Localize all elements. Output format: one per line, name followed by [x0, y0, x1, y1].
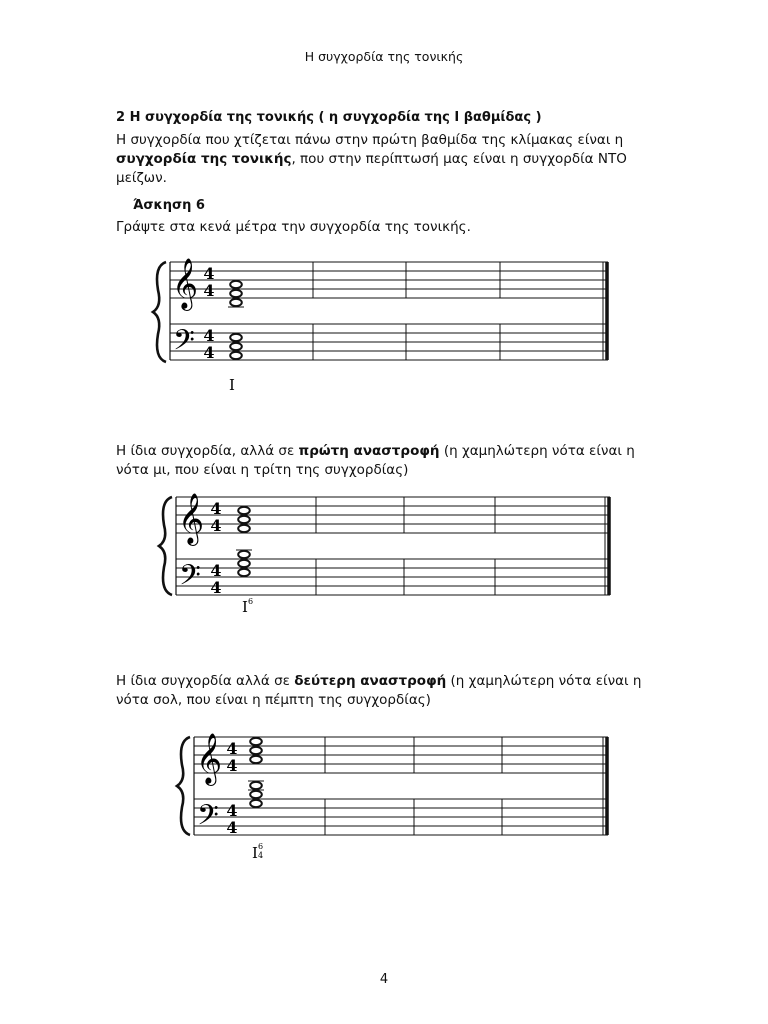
time-sig-treble-top: 4	[203, 264, 215, 283]
inversion1-bold: πρώτη αναστροφή	[298, 443, 440, 459]
figured-bass-top: 6	[258, 842, 264, 851]
time-sig-treble-top: 4	[226, 739, 238, 758]
time-sig-bass-top: 4	[226, 801, 238, 820]
intro-line-2-rest: , που στην περίπτωσή μας είναι η συγχορδία ΝΤΟ	[291, 151, 627, 167]
brace	[153, 262, 166, 362]
exercise-title: Άσκηση 6	[133, 198, 205, 213]
treble-chord	[238, 507, 250, 532]
inversion2-text-before: Η ίδια συγχορδία αλλά σε	[116, 673, 295, 689]
time-sig-bass-bottom: 4	[210, 578, 222, 597]
bass-chord	[236, 550, 252, 576]
inversion2-bold: δεύτερη αναστροφή	[294, 673, 447, 689]
score-system-3	[0, 720, 768, 870]
intro-line-1: Η συγχορδία που χτίζεται πάνω στην πρώτη βαθμίδα της κλίμακας είναι η	[116, 132, 624, 148]
figured-bass-top: 6	[248, 597, 254, 606]
time-sig-bass-bottom: 4	[203, 343, 215, 362]
figured-bass-bottom: 4	[258, 851, 264, 860]
intro-line-3: μείζων.	[116, 170, 167, 186]
page-number: 4	[379, 972, 389, 987]
treble-clef-icon: 𝄞	[196, 733, 223, 784]
inversion1-line-2: νότα μι, που είναι η τρίτη της συγχορδίας)	[116, 462, 409, 478]
time-sig-bass-top: 4	[203, 326, 215, 345]
inversion1-line-1	[116, 442, 656, 461]
treble-chord	[250, 738, 262, 763]
brace	[177, 737, 190, 835]
time-sig-treble-top: 4	[210, 499, 222, 518]
roman-numeral: I	[252, 844, 258, 862]
inversion2-line-1	[116, 672, 656, 691]
barlines	[176, 497, 609, 595]
exercise-instruction: Γράψτε στα κενά μέτρα την συγχορδία της τονικής.	[116, 219, 471, 235]
treble-chord	[228, 281, 244, 307]
score-system-1	[0, 250, 768, 400]
time-sig-treble-bottom: 4	[226, 756, 238, 775]
roman-numeral: I	[242, 598, 248, 616]
inversion2-text-after: (η χαμηλώτερη νότα είναι η	[446, 673, 642, 689]
treble-clef-icon: 𝄞	[178, 493, 205, 544]
score-system-2	[0, 480, 768, 620]
inversion1-text-after: (η χαμηλώτερη νότα είναι η	[439, 443, 635, 459]
time-sig-treble-bottom: 4	[203, 281, 215, 300]
treble-clef-icon: 𝄞	[172, 258, 199, 309]
bass-chord	[248, 781, 264, 807]
brace	[159, 497, 172, 595]
roman-numeral: I	[229, 376, 235, 394]
section-heading: 2 Η συγχορδία της τονικής ( η συγχορδία της Ι βαθμίδας )	[116, 110, 542, 125]
time-sig-bass-bottom: 4	[226, 818, 238, 837]
intro-line-2	[116, 150, 656, 169]
time-sig-treble-bottom: 4	[210, 516, 222, 535]
inversion1-paragraph	[116, 442, 656, 480]
bass-clef-icon: 𝄢	[197, 799, 219, 839]
time-sig-bass-top: 4	[210, 561, 222, 580]
inversion2-paragraph	[116, 672, 656, 710]
bass-staff	[194, 799, 608, 835]
bass-clef-icon: 𝄢	[179, 559, 201, 599]
bass-clef-icon: 𝄢	[173, 324, 195, 364]
running-header: Η συγχορδία της τονικής	[304, 49, 464, 64]
bass-chord	[230, 334, 242, 359]
treble-staff	[176, 497, 610, 533]
inversion2-line-2: νότα σολ, που είναι η πέμπτη της συγχορδίας)	[116, 692, 431, 708]
intro-bold: συγχορδία της τονικής	[116, 151, 292, 167]
bass-staff	[176, 559, 610, 595]
inversion1-text-before: Η ίδια συγχορδία, αλλά σε	[116, 443, 299, 459]
intro-paragraph	[116, 131, 656, 188]
barlines	[170, 262, 607, 360]
barlines	[194, 737, 607, 835]
